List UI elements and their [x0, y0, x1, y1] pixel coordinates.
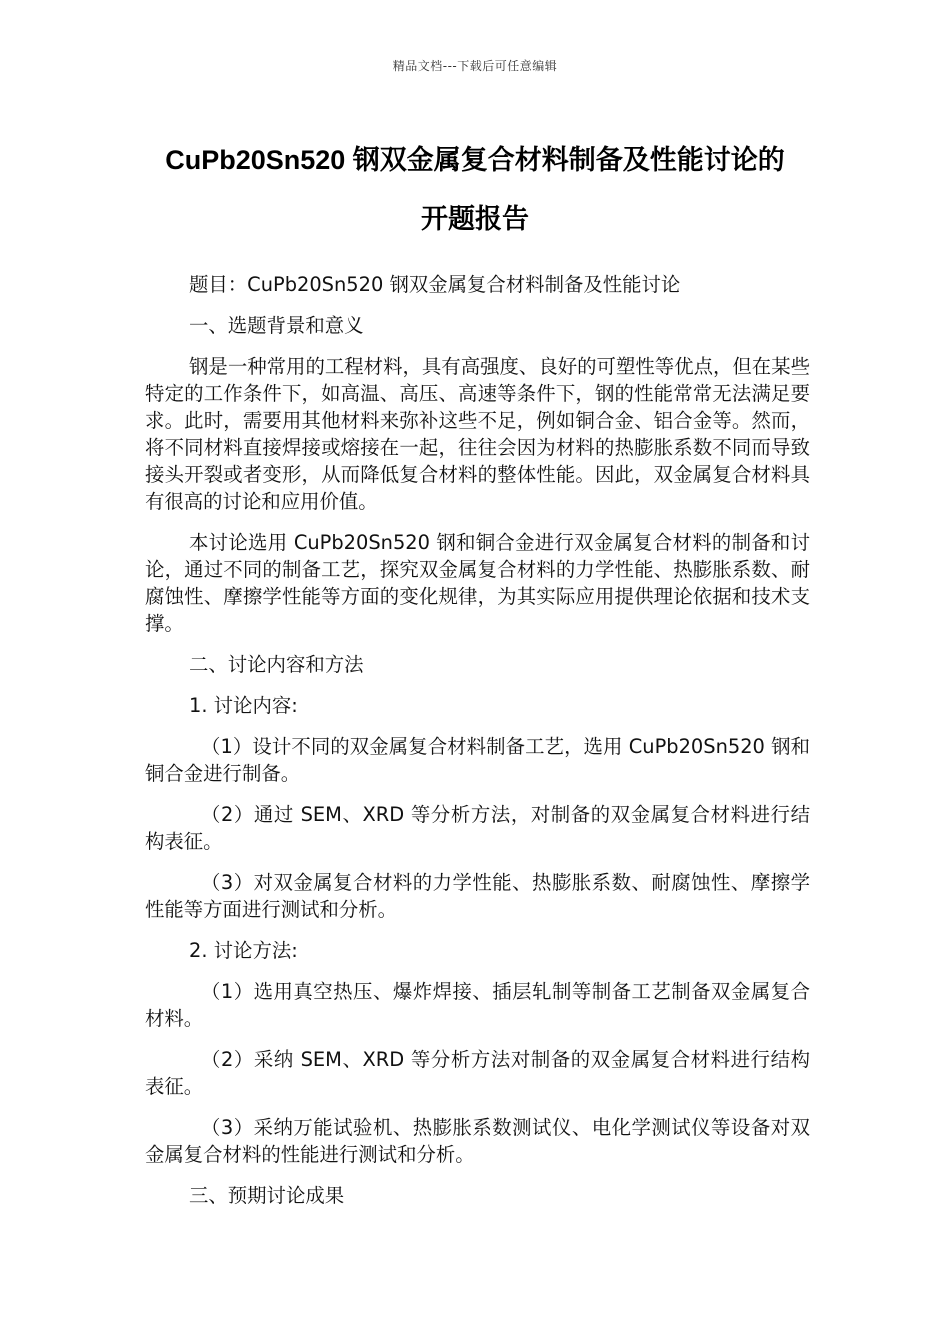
section-heading-content-methods: 二、讨论内容和方法	[189, 653, 364, 676]
method-item: （2）采纳 SEM、XRD 等分析方法对制备的双金属复合材料进行结构表征。	[145, 1048, 810, 1098]
document-title-line-2: 开题报告	[421, 204, 529, 234]
paragraph-research-scope: 本讨论选用 CuPb20Sn520 钢和铜合金进行双金属复合材料的制备和讨论，通过不同的制备工艺，探究双金属复合材料的力学性能、热膨胀系数、耐腐蚀性、摩擦学性能等方面的变化规律，为其实际应用提供理论依据和技术支撑。	[145, 531, 810, 635]
content-item: （2）通过 SEM、XRD 等分析方法，对制备的双金属复合材料进行结构表征。	[145, 803, 810, 853]
subheading-research-methods: 2. 讨论方法:	[189, 939, 298, 962]
subheading-research-content: 1. 讨论内容:	[189, 694, 298, 717]
paragraph-background: 钢是一种常用的工程材料，具有高强度、良好的可塑性等优点，但在某些特定的工作条件下，如高温、高压、高速等条件下，钢的性能常常无法满足要求。此时，需要用其他材料来弥补这些不足，例如铜合金、铝合金等。然而，将不同材料直接焊接或熔接在一起，往往会因为材料的热膨胀系数不同而导致接头开裂或者变形，从而降低复合材料的整体性能。因此，双金属复合材料具有很高的讨论和应用价值。	[145, 355, 810, 513]
method-item: （1）选用真空热压、爆炸焊接、插层轧制等制备工艺制备双金属复合材料。	[145, 980, 810, 1030]
method-item: （3）采纳万能试验机、热膨胀系数测试仪、电化学测试仪等设备对双金属复合材料的性能进行测试和分析。	[145, 1116, 810, 1166]
section-heading-background: 一、选题背景和意义	[189, 314, 364, 337]
section-heading-expected-results: 三、预期讨论成果	[189, 1184, 345, 1207]
topic-line: 题目：CuPb20Sn520 钢双金属复合材料制备及性能讨论	[189, 273, 681, 296]
header-watermark: 精品文档---下载后可任意编辑	[392, 59, 558, 73]
content-item: （3）对双金属复合材料的力学性能、热膨胀系数、耐腐蚀性、摩擦学性能等方面进行测试和分析。	[145, 871, 810, 921]
document-title-line-1: CuPb20Sn520 钢双金属复合材料制备及性能讨论的	[165, 145, 785, 175]
content-item: （1）设计不同的双金属复合材料制备工艺，选用 CuPb20Sn520 钢和铜合金进行制备。	[145, 735, 810, 785]
document-body	[145, 271, 810, 1223]
